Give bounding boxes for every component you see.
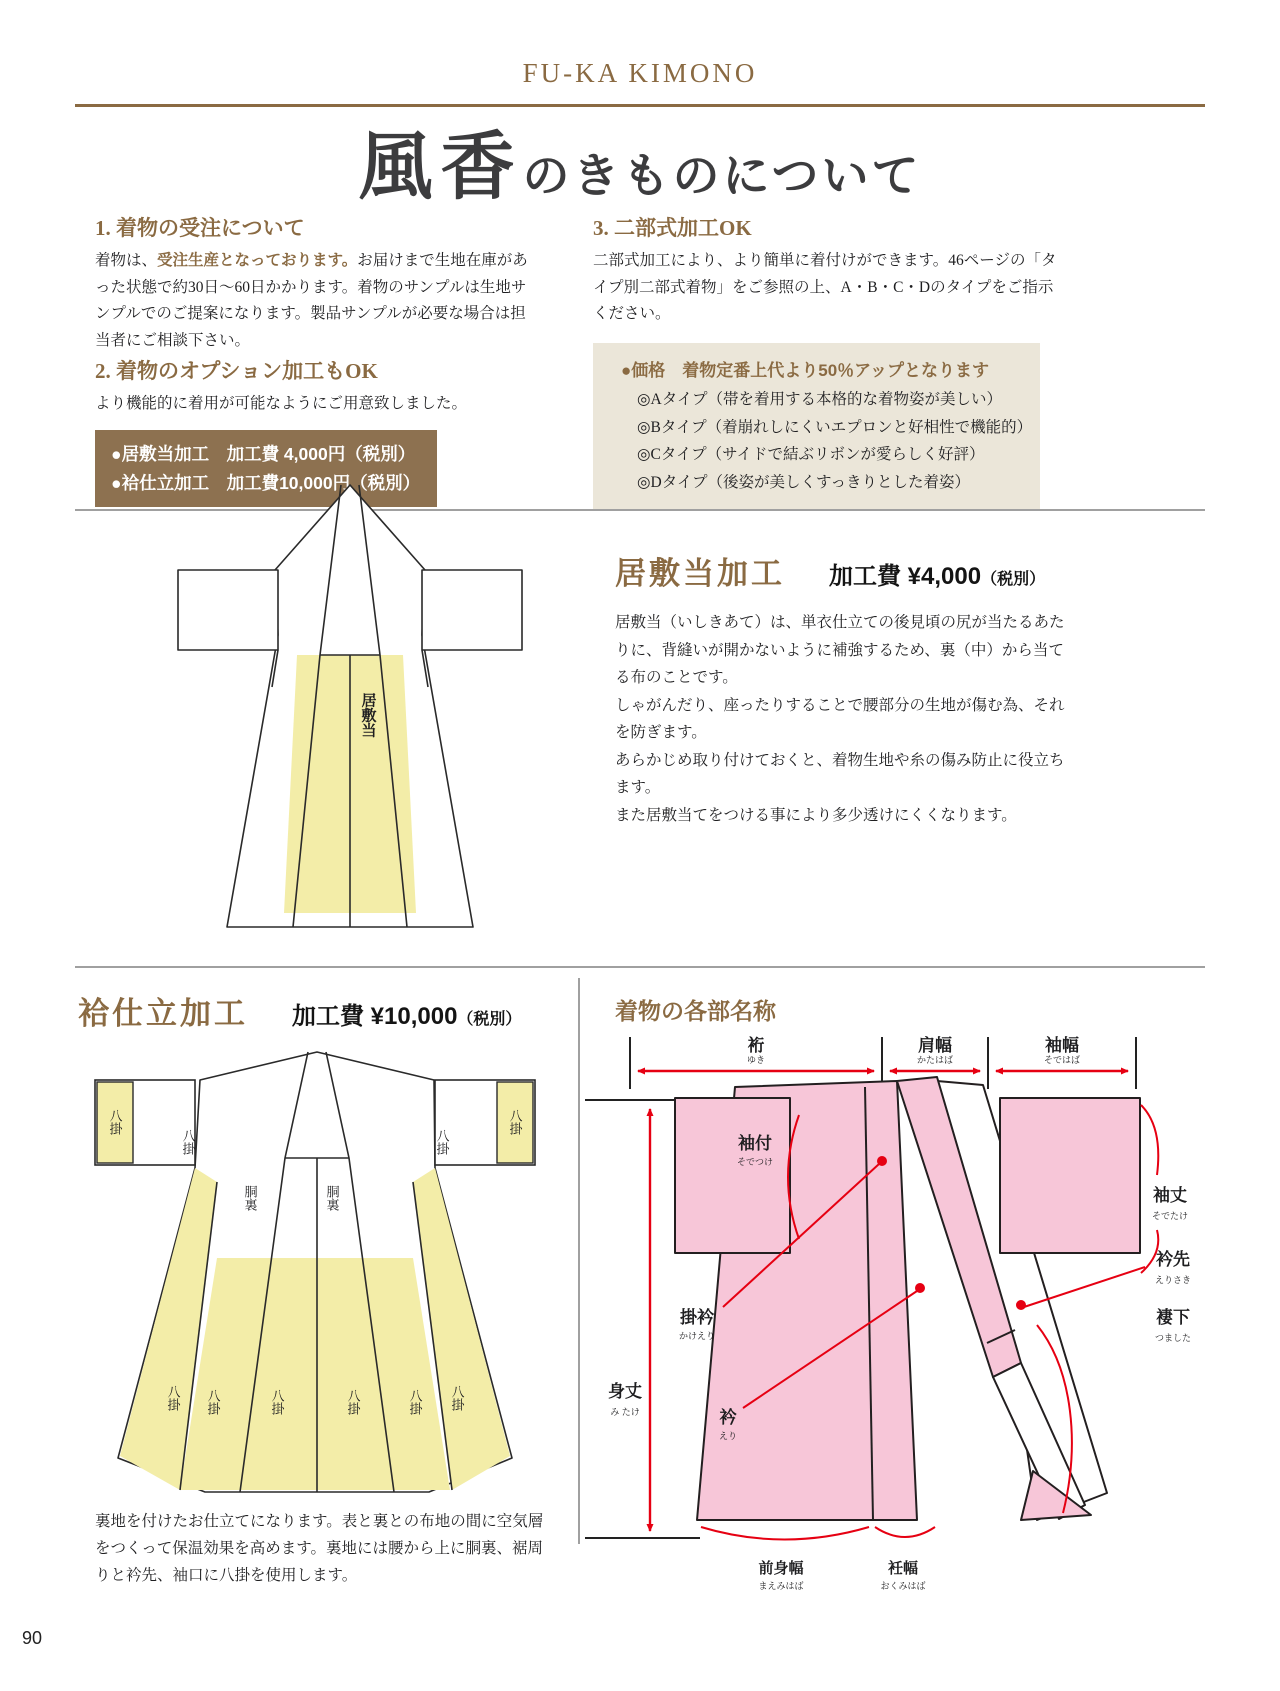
kimono-right-sleeve	[422, 570, 522, 650]
type-option-d: ◎Dタイプ（後姿が美しくすっきりとした着姿）	[637, 473, 971, 491]
hakkake-label: 八掛	[434, 1129, 450, 1155]
page-title-main: 風香	[358, 127, 523, 209]
hakkake-label: 八掛	[180, 1129, 196, 1155]
ishikiate-patch-label: 居敷当	[359, 692, 377, 738]
awase-kimono-diagram	[80, 1040, 550, 1510]
ishikiate-kimono-diagram	[170, 475, 530, 950]
mitake-furigana: み たけ	[610, 1407, 640, 1417]
yuki-label: 裄	[747, 1036, 765, 1055]
type-option-b: ◎Bタイプ（着崩れしにくいエプロンと好相性で機能的）	[637, 418, 1033, 436]
awase-body: 裏地を付けたお仕立てになります。表と裏との布地の間に空気層をつくって保温効果を高めます。裏地には腰から上に胴裏、裾周りと衿先、袖口に八掛を使用します。	[95, 1513, 544, 1585]
nibushiki-body: 二部式加工により、より簡単に着付けができます。46ページの「タイプ別二部式着物」をご参照の上、A・B・C・Dのタイプをご指示ください。	[593, 252, 1057, 323]
right-sleeve	[1000, 1098, 1140, 1253]
okumihaba-bracket	[875, 1527, 935, 1537]
tsumashita-furigana: つました	[1154, 1333, 1192, 1343]
sodetsuke-label: 袖付	[738, 1134, 772, 1153]
sodehaba-label: 袖幅	[1045, 1036, 1079, 1055]
erisaki-dot	[1016, 1300, 1026, 1310]
ishikiate-heading-row	[615, 548, 1067, 593]
option-heading: 2. 着物のオプション加工もOK	[95, 358, 378, 383]
nibushiki-heading: 3. 二部式加工OK	[593, 216, 752, 240]
type-option-c: ◎Cタイプ（サイドで結ぶリボンが愛らしく好評）	[637, 446, 985, 464]
mitake-label: 身丈	[608, 1382, 642, 1401]
ishikiate-price-value: 加工費 ¥4,000	[829, 563, 982, 590]
eri-dot	[915, 1283, 925, 1293]
erisaki-furigana: えりさき	[1154, 1275, 1192, 1285]
hakkake-label: 八掛	[269, 1389, 285, 1415]
nibushiki-price-box	[593, 343, 1040, 511]
order-body-highlight: 受注生産となっております。	[157, 252, 358, 269]
hakkake-label: 八掛	[407, 1389, 423, 1415]
brand-title: FU-KA KIMONO	[522, 58, 758, 88]
intro-left-column	[95, 212, 540, 507]
order-body-rest: お届けまで生地在庫があった状態で約30日〜60日かかります。着物のサンプルは生地サンプルでのご提案になります。製品サンプルが必要な場合は担当者にご相談下さい。	[95, 252, 528, 349]
option-price-line: ●袷仕立加工 加工費10,000円（税別）	[111, 472, 421, 493]
order-body-pre: 着物は、	[95, 252, 158, 269]
sodetake-label: 袖丈	[1153, 1186, 1187, 1205]
hakkake-label: 八掛	[449, 1385, 465, 1411]
eri-label: 衿	[719, 1408, 737, 1427]
ishikiate-tax-note: （税別）	[981, 571, 1046, 588]
sodetake-furigana: そでたけ	[1151, 1211, 1189, 1221]
section-divider	[75, 966, 1205, 968]
eri-furigana: えり	[718, 1431, 738, 1441]
hakkake-label: 八掛	[107, 1109, 123, 1135]
option-price-line: ●居敷当加工 加工費 4,000円（税別）	[111, 444, 416, 465]
column-divider	[578, 978, 580, 1544]
tsumashita-label: 褄下	[1156, 1308, 1190, 1327]
ishikiate-section	[615, 548, 1067, 830]
awase-price-value: 加工費 ¥10,000	[292, 1003, 458, 1030]
kakeeri-dot	[877, 1156, 887, 1166]
doura-label: 胴裏	[324, 1185, 340, 1211]
hakkake-label: 八掛	[345, 1389, 361, 1415]
maemihaba-bracket	[701, 1527, 869, 1540]
erisaki-label: 衿先	[1156, 1250, 1190, 1269]
hakkake-label: 八掛	[507, 1109, 523, 1135]
sodetsuke-furigana: そでつけ	[736, 1157, 774, 1167]
awase-heading-row	[78, 988, 521, 1033]
ishikiate-heading: 居敷当加工	[615, 556, 785, 591]
katahaba-furigana: かたはば	[916, 1055, 954, 1065]
left-sleeve	[675, 1098, 790, 1253]
ishikiate-paragraph: あらかじめ取り付けておくと、着物生地や糸の傷み防止に役立ちます。	[615, 751, 1065, 797]
kimono-left-sleeve	[178, 570, 278, 650]
type-option-a: ◎Aタイプ（帯を着用する本格的な着物姿が美しい）	[637, 390, 1002, 408]
ishikiate-paragraph: また居敷当てをつける事により多少透けにくくなります。	[615, 807, 1017, 825]
ishikiate-paragraph: 居敷当（いしきあて）は、単衣仕立ての後見頃の尻が当たるあたりに、背縫いが開かないように補強するため、裏（中）から当てる布のことです。	[615, 614, 1065, 687]
maemihaba-furigana: まえみはば	[758, 1581, 804, 1591]
sodetake-bracket-upper	[1141, 1105, 1158, 1175]
katahaba-label: 肩幅	[918, 1036, 952, 1055]
page-title-sub: のきものについて	[522, 151, 922, 203]
doura-label: 胴裏	[242, 1185, 258, 1211]
order-heading: 1. 着物の受注について	[95, 216, 305, 240]
page-title	[0, 108, 1280, 214]
maemihaba-label: 前身幅	[758, 1560, 804, 1577]
type-option-list	[621, 386, 1033, 496]
ishikiate-body	[615, 609, 1067, 830]
price-box-title: ●価格 着物定番上代より50％アップとなります	[621, 360, 989, 380]
yuki-furigana: ゆき	[746, 1055, 766, 1065]
awase-price	[292, 996, 521, 1031]
sodehaba-furigana: そではば	[1043, 1055, 1081, 1065]
brand-rule	[75, 104, 1205, 107]
parts-heading: 着物の各部名称	[615, 998, 776, 1024]
hakkake-label: 八掛	[205, 1389, 221, 1415]
awase-tax-note: （税別）	[457, 1011, 522, 1028]
order-body	[95, 248, 540, 355]
kimono-parts-diagram	[585, 1025, 1205, 1600]
ishikiate-paragraph: しゃがんだり、座ったりすることで腰部分の生地が傷む為、それを防ぎます。	[615, 696, 1065, 742]
option-body: より機能的に着用が可能なようにご用意致しました。	[95, 394, 468, 412]
intro-right-column	[593, 212, 1065, 511]
ishikiate-price	[829, 556, 1045, 591]
awase-heading: 袷仕立加工	[78, 996, 248, 1031]
okumihaba-label: 衽幅	[887, 1560, 919, 1577]
kakeeri-furigana: かけえり	[678, 1331, 716, 1341]
kakeeri-label: 掛衿	[680, 1308, 714, 1327]
hakkake-label: 八掛	[165, 1385, 181, 1411]
hem-lining	[180, 1258, 450, 1490]
okumihaba-furigana: おくみはば	[880, 1581, 926, 1591]
page-number: 90	[22, 1628, 43, 1648]
